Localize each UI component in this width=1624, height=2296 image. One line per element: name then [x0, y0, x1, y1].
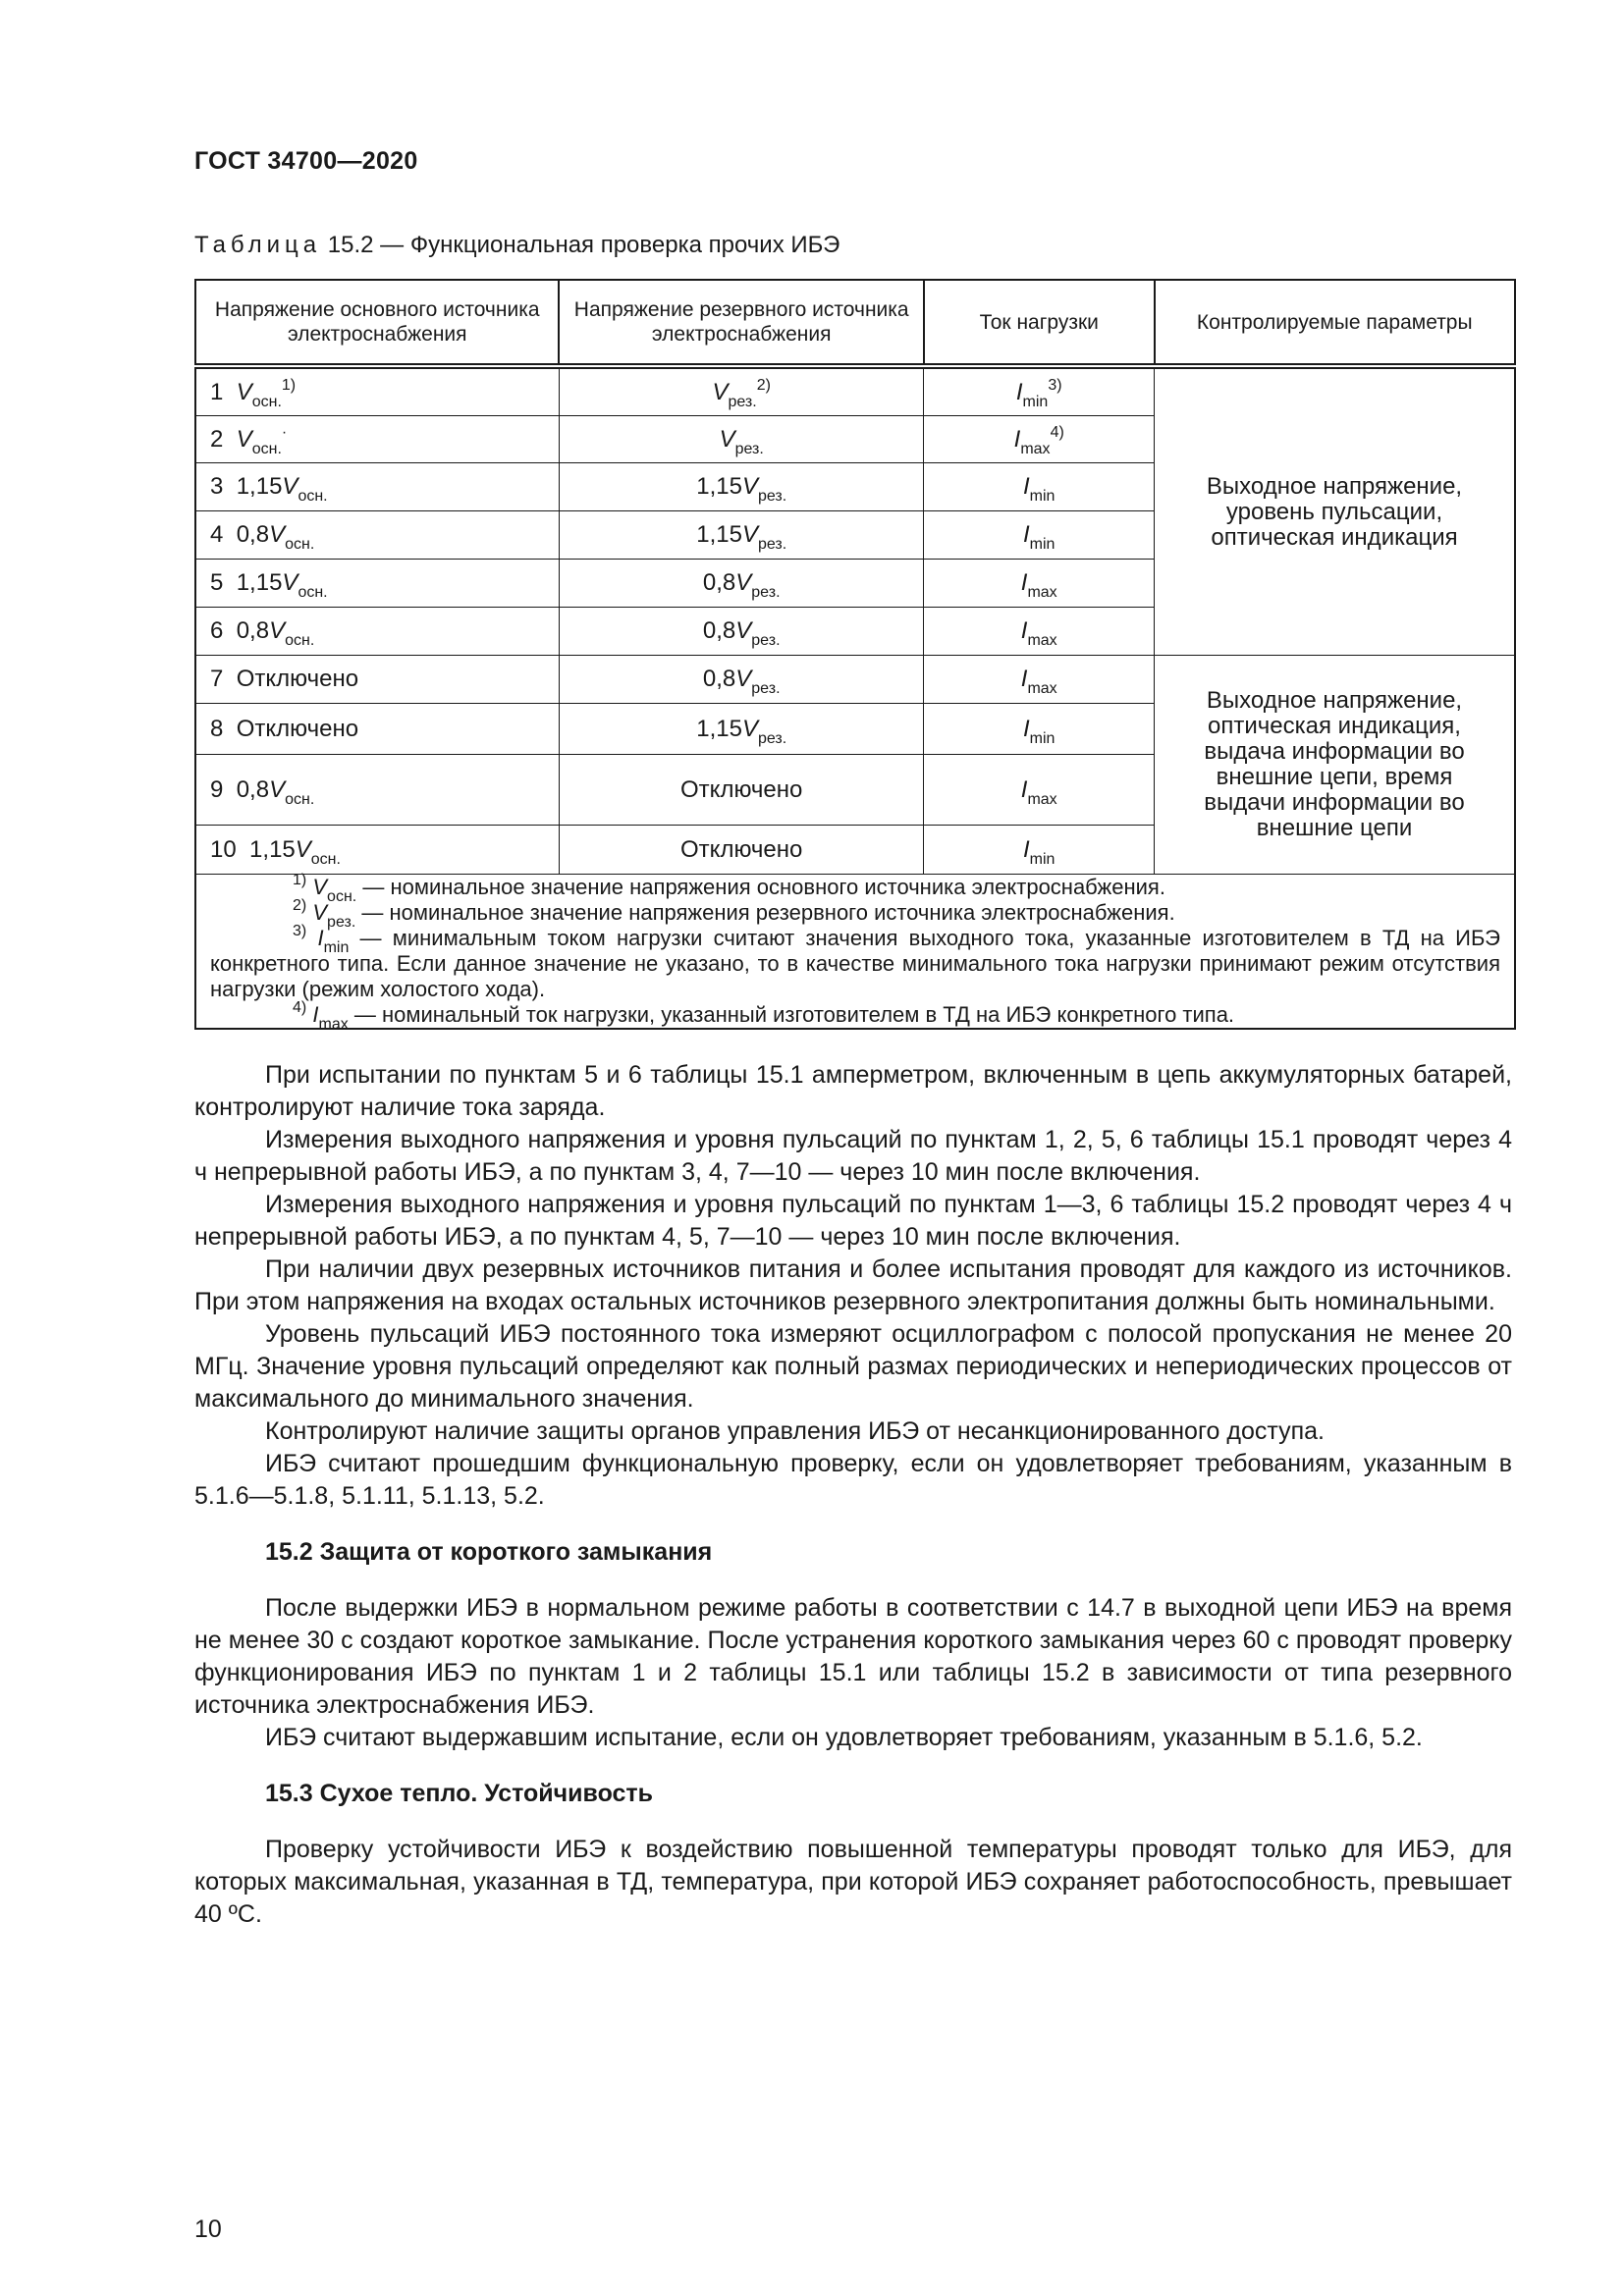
symbol: V [282, 569, 298, 596]
footnote-mark: 3) [293, 923, 307, 939]
paragraph: При испытании по пунктам 5 и 6 таблицы 15.1 амперметром, включенным в цепь аккумуляторных батарей, контролируют наличие тока заряда. [194, 1061, 1512, 1121]
cell-load-current [924, 826, 1155, 875]
subscript: осн. [285, 536, 315, 553]
symbol: V [269, 521, 286, 548]
subscript: осн. [285, 632, 315, 649]
footnote-subscript: осн. [327, 888, 357, 905]
section-title-15-3: 15.3 Сухое тепло. Устойчивость [265, 1780, 654, 1807]
footnote-subscript: max [318, 1016, 349, 1033]
functional-check-table [194, 279, 1516, 1033]
cell-load-current [924, 366, 1155, 416]
table-header-row [195, 280, 1515, 366]
param-line: оптическая индикация [1211, 523, 1458, 551]
param-line: внешние цепи, время [1216, 764, 1453, 790]
coefficient: 0,8 [702, 666, 736, 692]
subscript: max [1027, 632, 1057, 649]
symbol: V [269, 617, 286, 644]
symbol: V [735, 666, 752, 692]
cell-reserve-supply [559, 826, 923, 875]
subscript: max [1020, 440, 1051, 457]
subscript: рез. [757, 536, 787, 553]
subscript: min [1022, 393, 1049, 410]
table-footnotes [195, 872, 1515, 1033]
cell-reserve-supply [559, 656, 923, 704]
cell-load-current [924, 755, 1155, 826]
cell-main-supply [195, 366, 559, 416]
subscript: рез. [728, 393, 757, 410]
cell-reserve-supply [559, 755, 923, 826]
coefficient: 0,8 [236, 617, 270, 644]
subscript: осн. [310, 850, 341, 868]
param-line: Выходное напряжение, [1206, 472, 1463, 500]
symbol: V [712, 378, 729, 405]
symbol: V [295, 835, 311, 863]
row-number: 8 [210, 715, 224, 742]
cell-main-supply [195, 511, 559, 560]
param-line: уровень пульсации, [1225, 498, 1443, 525]
cell-reserve-supply [559, 704, 923, 755]
footnote-text: — минимальным током нагрузки считают значения выходного тока, указанные изготовителем в ТД на ИБЭ конкретного типа. Если данное значение не указано, то в качестве минимального тока нагрузки принимают режим отсутствия нагрузки (режим холостого хода). [210, 926, 1500, 1001]
footnote-symbol: V [312, 875, 328, 899]
cell-reserve-supply [559, 560, 923, 608]
column-header-reserve-supply: Напряжение резервного источника электроснабжения [559, 280, 923, 366]
symbol: V [719, 425, 735, 453]
row-number: 10 [210, 835, 237, 863]
paragraph: ИБЭ считают прошедшим функциональную проверку, если он удовлетворяет требованиям, указанным в 5.1.6—5.1.8, 5.1.11, 5.1.13, 5.2. [194, 1450, 1512, 1510]
symbol: I [1023, 835, 1030, 863]
footnote-symbol: I [317, 926, 324, 950]
param-line: внешние цепи [1256, 815, 1413, 841]
footnote-3 [210, 923, 1500, 1002]
paragraph: ИБЭ считают выдержавшим испытание, если он удовлетворяет требованиям, указанным в 5.1.6, 5.2. [265, 1724, 1423, 1751]
subscript: рез. [757, 488, 787, 505]
table-caption-label: Таблица [194, 232, 322, 258]
cell-load-current [924, 416, 1155, 463]
param-line: выдачи информации во [1204, 789, 1465, 816]
superscript: 1) [281, 376, 297, 394]
coefficient: 1,15 [696, 473, 742, 500]
footnote-mark: 2) [293, 897, 307, 914]
footnote-symbol: I [312, 1002, 319, 1027]
symbol: I [1020, 775, 1028, 803]
footnote-mark: 1) [293, 872, 307, 888]
coefficient: 1,15 [696, 521, 742, 548]
subscript: рез. [751, 680, 781, 697]
coefficient: 0,8 [702, 617, 736, 644]
footnote-mark: 4) [293, 999, 307, 1016]
page-number: 10 [194, 2216, 222, 2243]
row-number: 2 [210, 425, 224, 453]
param-line: оптическая индикация, [1208, 713, 1461, 739]
cell-load-current [924, 704, 1155, 755]
superscript: 3) [1048, 376, 1062, 394]
subscript: max [1027, 790, 1057, 808]
coefficient: 1,15 [236, 473, 283, 500]
subscript: рез. [734, 440, 764, 457]
cell-reserve-supply [559, 416, 923, 463]
subscript: осн. [285, 790, 315, 808]
symbol: V [269, 775, 286, 803]
cell-main-supply [195, 826, 559, 875]
symbol: I [1015, 378, 1023, 405]
row-number: 3 [210, 473, 224, 500]
symbol: V [741, 715, 758, 742]
body-text [194, 1059, 1512, 1931]
row-number: 7 [210, 666, 224, 692]
paragraph: Проверку устойчивости ИБЭ к воздействию повышенной температуры проводят только для ИБЭ, для которых максимальная, указанная в ТД, температура, при которой ИБЭ сохраняет работоспособность, превышает 40 ºС. [194, 1836, 1512, 1928]
param-line: выдача информации во [1204, 738, 1465, 765]
row-number: 9 [210, 775, 224, 803]
row-number: 4 [210, 521, 224, 548]
coefficient: 1,15 [696, 715, 742, 742]
subscript: рез. [751, 632, 781, 649]
subscript: рез. [757, 729, 787, 747]
paragraph: Измерения выходного напряжения и уровня пульсаций по пунктам 1, 2, 5, 6 таблицы 15.1 проводят через 4 ч непрерывной работы ИБЭ, а по пунктам 3, 4, 7—10 — через 10 мин после включения. [194, 1126, 1512, 1186]
row-number: 6 [210, 617, 224, 644]
symbol: V [236, 378, 252, 405]
symbol: I [1020, 569, 1028, 596]
cell-main-supply [195, 755, 559, 826]
superscript: 2) [756, 376, 771, 394]
symbol: I [1023, 521, 1030, 548]
footnote-text: — номинальное значение напряжения основного источника электроснабжения. [356, 875, 1165, 899]
row-number: 5 [210, 569, 224, 596]
param-line: Выходное напряжение, [1206, 687, 1463, 714]
cell-main-supply [195, 656, 559, 704]
symbol: V [282, 473, 298, 500]
cell-controlled-params-group-2 [1155, 656, 1515, 875]
paragraph: Измерения выходного напряжения и уровня пульсаций по пунктам 1—3, 6 таблицы 15.2 проводят через 4 ч непрерывной работы ИБЭ, а по пунктам 4, 5, 7—10 — через 10 мин после включения. [194, 1191, 1512, 1251]
subscript: min [1029, 850, 1056, 868]
cell-load-current [924, 656, 1155, 704]
paragraph: Контролируют наличие защиты органов управления ИБЭ от несанкционированного доступа. [265, 1417, 1325, 1445]
subscript: min [1029, 488, 1056, 505]
cell-load-current [924, 463, 1155, 511]
cell-main-supply [195, 608, 559, 656]
paragraph: При наличии двух резервных источников питания и более испытания проводят для каждого из источников. При этом напряжения на входах остальных источников резервного электропитания должны быть номинальными. [194, 1255, 1512, 1315]
footnote-subscript: min [323, 939, 350, 956]
cell-load-current [924, 560, 1155, 608]
cell-text: Отключено [236, 715, 359, 742]
cell-reserve-supply [559, 366, 923, 416]
coefficient: 0,8 [236, 775, 270, 803]
cell-reserve-supply [559, 463, 923, 511]
subscript: осн. [298, 488, 328, 505]
cell-controlled-params-group-1 [1155, 366, 1515, 656]
cell-text: Отключено [236, 666, 359, 692]
table-caption [194, 232, 1512, 259]
symbol: I [1013, 425, 1021, 453]
column-header-controlled-params: Контролируемые параметры [1155, 280, 1515, 366]
subscript: max [1027, 584, 1057, 601]
superscript: · [281, 423, 288, 441]
subscript: min [1029, 536, 1056, 553]
subscript: max [1027, 680, 1057, 697]
cell-text: Отключено [680, 775, 803, 803]
subscript: осн. [298, 584, 328, 601]
cell-main-supply [195, 560, 559, 608]
document-header: ГОСТ 34700—2020 [194, 147, 418, 175]
table-row [195, 656, 1515, 704]
column-header-main-supply: Напряжение основного источника электроснабжения [195, 280, 559, 366]
cell-main-supply [195, 416, 559, 463]
table-notes-row [195, 875, 1515, 1030]
column-header-load-current: Ток нагрузки [924, 280, 1155, 366]
symbol: V [735, 617, 752, 644]
footnote-text: — номинальный ток нагрузки, указанный изготовителем в ТД на ИБЭ конкретного типа. [348, 1002, 1235, 1027]
symbol: I [1020, 617, 1028, 644]
footnote-subscript: рез. [327, 914, 356, 931]
coefficient: 0,8 [702, 569, 736, 596]
cell-reserve-supply [559, 511, 923, 560]
coefficient: 1,15 [249, 835, 296, 863]
subscript: осн. [251, 440, 282, 457]
cell-main-supply [195, 704, 559, 755]
symbol: V [741, 521, 758, 548]
coefficient: 0,8 [236, 521, 270, 548]
row-number: 1 [210, 378, 224, 405]
subscript: рез. [751, 584, 781, 601]
cell-load-current [924, 608, 1155, 656]
symbol: I [1023, 715, 1030, 742]
footnote-2 [210, 897, 1500, 931]
cell-text: Отключено [680, 835, 803, 863]
footnote-4 [210, 999, 1500, 1033]
footnote-symbol: V [312, 900, 328, 925]
document-page [194, 147, 1512, 1931]
symbol: V [741, 473, 758, 500]
paragraph: После выдержки ИБЭ в нормальном режиме работы в соответствии с 14.7 в выходной цепи ИБЭ на время не менее 30 с создают короткое замыкание. После устранения короткого замыкания через 60 с проводят проверку функционирования ИБЭ по пунктам 1 и 2 таблицы 15.1 или таблицы 15.2 в зависимости от типа резервного источника электроснабжения ИБЭ. [194, 1594, 1512, 1719]
symbol: I [1023, 473, 1030, 500]
cell-main-supply [195, 463, 559, 511]
symbol: I [1020, 666, 1028, 692]
table-row [195, 366, 1515, 416]
cell-reserve-supply [559, 608, 923, 656]
section-title-15-2: 15.2 Защита от короткого замыкания [265, 1538, 713, 1566]
cell-load-current [924, 511, 1155, 560]
paragraph: Уровень пульсаций ИБЭ постоянного тока измеряют осциллографом с полосой пропускания не менее 20 МГц. Значение уровня пульсаций определяют как полный размах периодических и непериодических процессов от максимального до минимального значения. [194, 1320, 1512, 1413]
subscript: min [1029, 729, 1056, 747]
superscript: 4) [1050, 423, 1064, 441]
symbol: V [236, 425, 252, 453]
symbol: V [735, 569, 752, 596]
coefficient: 1,15 [236, 569, 283, 596]
table-caption-text: 15.2 — Функциональная проверка прочих ИБЭ [327, 232, 840, 258]
subscript: осн. [251, 393, 282, 410]
footnote-text: — номинальное значение напряжения резервного источника электроснабжения. [355, 900, 1175, 925]
footnote-1 [210, 872, 1500, 905]
